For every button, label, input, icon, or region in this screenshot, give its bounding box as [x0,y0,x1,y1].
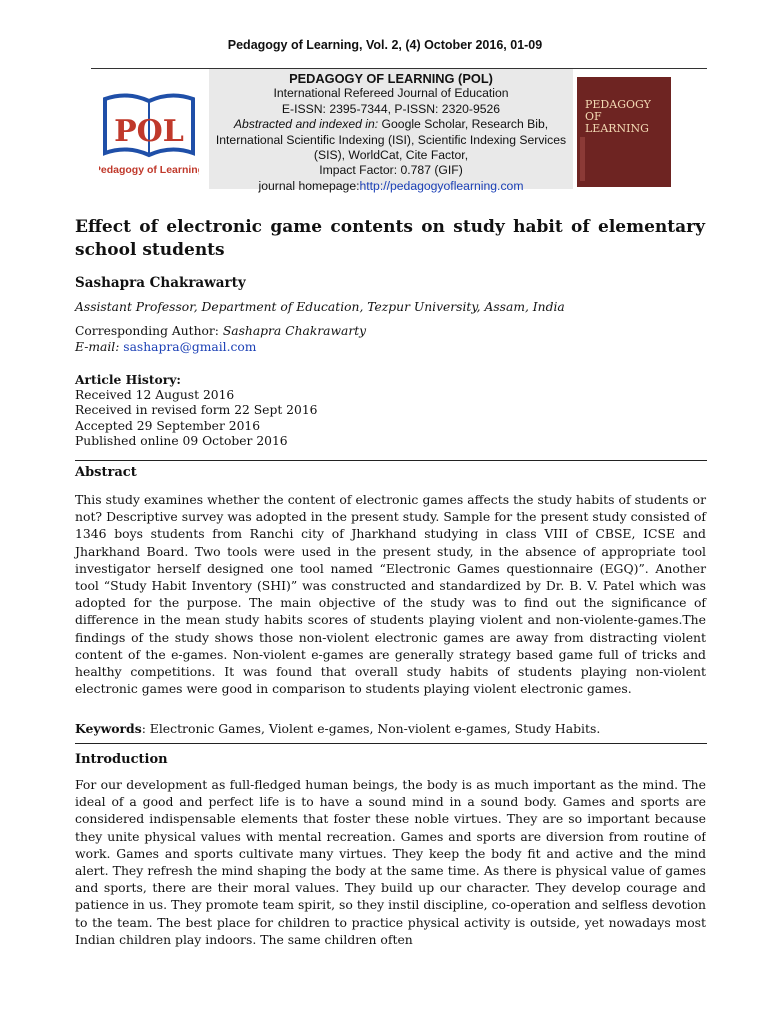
email-label: E-mail: [75,340,124,354]
corresponding-label: Corresponding Author: [75,324,223,338]
history-revised: Received in revised form 22 Sept 2016 [75,403,318,418]
journal-cover [577,77,671,187]
cover-title-line2: OF LEARNING [585,110,649,135]
running-head: Pedagogy of Learning, Vol. 2, (4) October 2016, 01-09 [227,38,543,52]
author-name: Sashapra Chakrawarty [75,275,246,291]
divider [75,460,707,461]
introduction-heading: Introduction [75,752,168,767]
homepage-link[interactable]: http://pedagogyoflearning.com [359,178,524,193]
author-affiliation: Assistant Professor, Department of Education, Tezpur University, Assam, India [75,300,565,314]
journal-banner [91,68,707,193]
journal-issn: E-ISSN: 2395-7344, P-ISSN: 2320-9526 [281,101,501,116]
indexing-label: Abstracted and indexed in: [233,117,379,132]
impact-factor: Impact Factor: 0.787 (GIF) [319,163,463,178]
journal-logo [99,91,199,183]
divider [75,743,707,744]
journal-homepage [209,179,573,194]
logo-wordmark: POL [114,114,184,149]
article-title: Effect of electronic game contents on study habit of elementary school students [75,217,705,260]
journal-subtitle: International Refereed Journal of Education [273,86,509,101]
history-received: Received 12 August 2016 [75,387,235,402]
journal-info [209,69,573,193]
journal-indexing [209,117,573,163]
history-accepted: Accepted 29 September 2016 [75,418,261,433]
history-published: Published online 09 October 2016 [75,434,288,449]
keywords [75,721,706,736]
abstract-text: This study examines whether the content of electronic games affects the study habits of students or not? Descriptive survey was adopted in the present study. Sample for the present study consisted of 1346 boys students from Ranchi city of Jharkhand studying in class VIII of CBSE, ICSE and Jharkhand Board. Two tools were used in the present study, in the absence of appropriate tool investigator herself designed one tool named “Electronic Games questionnaire (EGQ)”. Another tool “Study Habit Inventory (SHI)” was constructed and standardized by Dr. B. V. Patel which was adopted for the purpose. The main objective of the study was to find out the significance of difference in the mean study habits scores of students playing violent and non-violente-games.The findings of the study shows those non-violent electronic games are away from distracting violent content of the e-games. Non-violent e-games are generally strategy based game full of tricks and healthy competitions. It was found that overall study habits of students playing non-violent electronic games were good in comparison to students playing violent electronic games. [75,492,706,697]
keywords-label: Keywords [75,721,142,736]
introduction-text: For our development as full-fledged human beings, the body is as much important as the mind. The ideal of a good and perfect life is to have a sound mind in a sound body. Games and sports are considered indispensable elements that foster these noble virtues. They are so important because they unite physical values with mental recreation. Games and sports are diversion from routine of work. Games and sports cultivate many virtues. They keep the body fit and active and the mind alert. They refresh the mind shaping the body at the same time. As there is physical value of games and sports, there are their moral values. They build up our character. They develop courage and patience in us. They promote team spirit, so they instil discipline, co-operation and selfless devotion to the team. The best place for children to practice physical activity is outside, yet nowadays most Indian children play indoors. The same children often [75,777,706,947]
logo-caption: Pedagogy of Learning [99,164,199,176]
homepage-label: journal homepage: [258,178,360,193]
corresponding-info [75,323,366,355]
journal-title: PEDAGOGY OF LEARNING (POL) [289,71,493,86]
article-history [75,372,317,450]
email-link[interactable]: sashapra@gmail.com [123,340,257,354]
keywords-text: : Electronic Games, Violent e-games, Non-violent e-games, Study Habits. [141,721,601,736]
abstract-heading: Abstract [75,465,137,480]
cover-title-line1: PEDAGOGY [585,98,651,111]
indexing-text: Google Scholar, Research Bib, International Scientific Indexing (ISI), Scientific Indexing Services (SIS), WorldCat, Cite Factor, [215,117,567,163]
corresponding-name: Sashapra Chakrawarty [222,324,367,338]
history-heading: Article History: [75,372,181,387]
